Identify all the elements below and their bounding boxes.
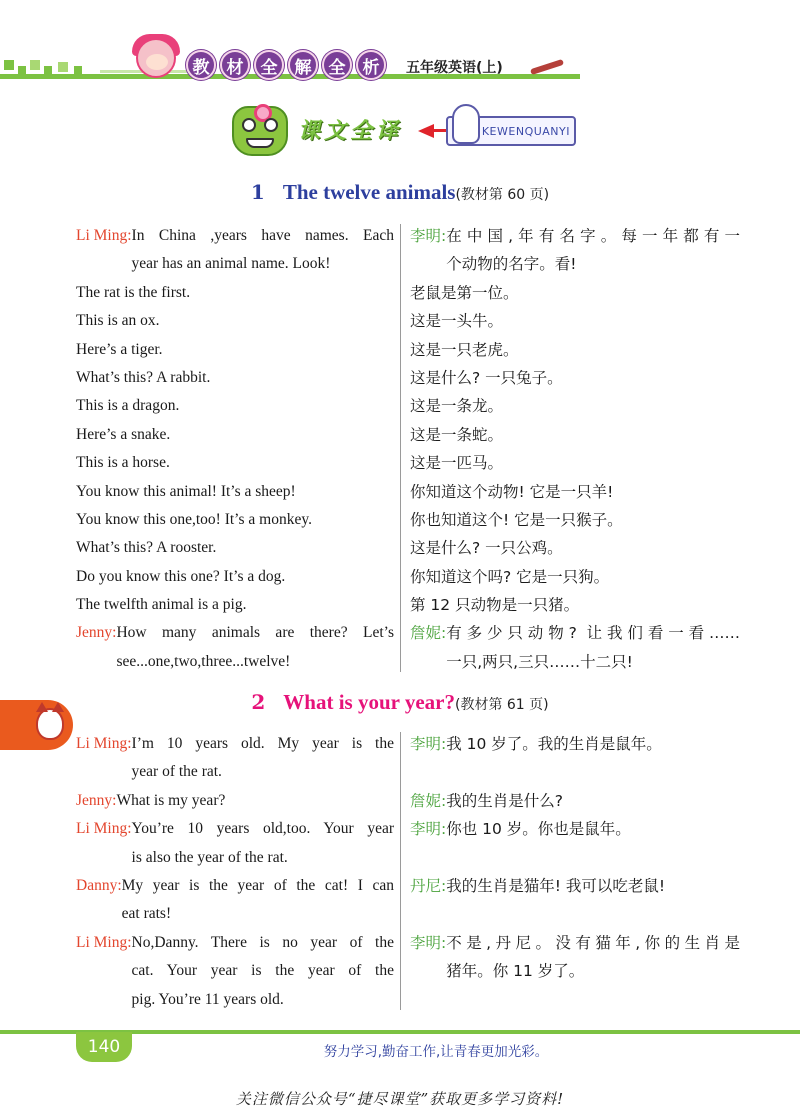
dialogue-line [76, 421, 394, 449]
dialogue-turn [76, 563, 394, 591]
dialogue-line [410, 478, 740, 506]
dialogue-turn [410, 364, 740, 392]
speaker-name: 丹尼: [410, 876, 447, 895]
dialogue-turn [76, 619, 394, 676]
dialogue-turn [410, 815, 740, 872]
dialogue-text: I’m 10 years old. My year is the [131, 735, 394, 752]
speaker-name: 李明: [410, 820, 447, 839]
dialogue-line [410, 730, 740, 758]
dialogue-line [76, 758, 394, 786]
dialogue-line [76, 619, 394, 647]
speaker-name: Danny: [76, 876, 122, 894]
dialogue-line [76, 307, 394, 335]
speaker-name: 詹妮: [410, 791, 447, 810]
banner-title: 课文全译 [298, 119, 403, 144]
dialogue-line [410, 872, 740, 900]
dialogue-text: 这是一只老虎。 [410, 340, 519, 359]
hanging-indent [76, 957, 132, 985]
dialogue-line [410, 563, 740, 591]
dialogue-turn [76, 591, 394, 619]
dialogue-text: 不是,丹尼。没有猫年,你的生肖是 [446, 933, 740, 952]
dialogue-turn [76, 506, 394, 534]
monster-mouth [246, 138, 274, 148]
dialogue-turn [76, 421, 394, 449]
dialogue-line [410, 648, 740, 676]
dialogue-line [410, 364, 740, 392]
dialogue-line [76, 336, 394, 364]
dialogue-text: You’re 10 years old,too. Your year [131, 820, 394, 838]
dialogue-text: The rat is the first. [76, 283, 191, 301]
dialogue-line [76, 563, 394, 591]
dialogue-line [76, 815, 394, 843]
section-1-english [76, 222, 394, 676]
dialogue-text: is also the year of the rat. [131, 848, 288, 866]
section-1-chinese [410, 222, 740, 676]
dialogue-turn [76, 449, 394, 477]
dialogue-text: 你也 10 岁。你也是鼠年。 [446, 820, 631, 839]
hanging-indent [76, 844, 132, 872]
dialogue-turn [410, 619, 740, 676]
dialogue-text: What is my year? [116, 791, 226, 809]
speaker-name: Li Ming: [76, 735, 132, 752]
dialogue-turn [410, 222, 740, 279]
hanging-indent [76, 900, 122, 928]
dialogue-line [410, 787, 740, 815]
pixel-decoration [44, 66, 52, 74]
dialogue-text: 这是什么? 一只公鸡。 [410, 539, 563, 558]
dialogue-turn [410, 787, 740, 815]
page-number: 140 [76, 1032, 132, 1062]
dialogue-line [76, 279, 394, 307]
pen-icon [530, 59, 564, 75]
dialogue-turn [410, 506, 740, 534]
dialogue-line [410, 844, 740, 872]
dialogue-line [76, 449, 394, 477]
speaker-name: 李明: [410, 227, 447, 245]
hanging-indent [76, 758, 132, 786]
dialogue-line [410, 336, 740, 364]
speaker-name: Jenny: [76, 624, 117, 642]
section-number: 2 [251, 690, 266, 714]
dialogue-text: This is an ox. [76, 312, 160, 330]
dialogue-text: 你知道这个动物! 它是一只羊! [410, 482, 614, 501]
page-header [0, 30, 800, 88]
dialogue-line [410, 392, 740, 420]
hanging-indent [410, 648, 446, 676]
dialogue-text: 这是一条龙。 [410, 397, 504, 416]
dialogue-text: What’s this? A rabbit. [76, 368, 211, 386]
monster-eye [264, 118, 278, 132]
hanging-indent [410, 957, 446, 985]
dialogue-turn [410, 449, 740, 477]
dialogue-line [76, 900, 394, 928]
speaker-name: 李明: [410, 933, 447, 952]
dialogue-line [76, 506, 394, 534]
dialogue-text: My year is the year of the cat! I can [121, 876, 394, 894]
dialogue-turn [410, 563, 740, 591]
dialogue-turn [76, 336, 394, 364]
speaker-name: Li Ming: [76, 820, 132, 838]
dialogue-text: 老鼠是第一位。 [410, 283, 519, 302]
section-title: What is your year? [283, 690, 455, 714]
dialogue-line [410, 929, 740, 957]
dialogue-text [446, 986, 740, 1014]
dialogue-line [410, 307, 740, 335]
dialogue-turn [410, 730, 740, 787]
pixel-decoration [74, 66, 82, 74]
hanging-indent [76, 648, 116, 676]
dialogue-line [410, 815, 740, 843]
dialogue-turn [410, 929, 740, 1014]
pixel-decoration [18, 66, 26, 74]
hanging-indent [76, 250, 132, 278]
dialogue-text: Here’s a tiger. [76, 340, 163, 358]
speaker-name: Jenny: [76, 791, 117, 809]
dialogue-text: 在中国,年有名字。每一年都有一 [446, 227, 740, 245]
dialogue-text: 第 12 只动物是一只猪。 [410, 596, 580, 615]
section-banner [232, 100, 578, 160]
dialogue-text: year has an animal name. Look! [131, 255, 331, 273]
dialogue-turn [76, 222, 394, 279]
dialogue-line [410, 506, 740, 534]
dialogue-text: 这是一头牛。 [410, 312, 504, 331]
speaker-name: 詹妮: [410, 624, 447, 643]
book-title-char: 解 [288, 50, 318, 80]
dialogue-line [410, 250, 740, 278]
dialogue-turn [76, 478, 394, 506]
dialogue-text: 这是一条蛇。 [410, 425, 504, 444]
dialogue-turn [76, 929, 394, 1014]
section-2-english [76, 730, 394, 1014]
dialogue-line [76, 730, 394, 758]
dialogue-line [76, 929, 394, 957]
book-title-char: 教 [186, 50, 216, 80]
textbook-page-ref: (教材第 61 页) [454, 697, 549, 713]
speaker-name: 李明: [410, 735, 447, 753]
hand-icon [452, 104, 480, 144]
dialogue-text: Do you know this one? It’s a dog. [76, 567, 286, 585]
book-title-char: 析 [356, 50, 386, 80]
section-number: 1 [250, 180, 265, 204]
dialogue-text: 这是一匹马。 [410, 454, 504, 473]
arrow-shaft [432, 129, 446, 132]
dialogue-turn [76, 364, 394, 392]
dialogue-line [76, 787, 394, 815]
dialogue-turn [76, 307, 394, 335]
dialogue-line [410, 957, 740, 985]
dialogue-turn [76, 279, 394, 307]
book-title-char: 全 [254, 50, 284, 80]
dialogue-line [76, 364, 394, 392]
pixel-decoration [30, 60, 40, 70]
dialogue-turn [410, 307, 740, 335]
dialogue-text: 你也知道这个! 它是一只猴子。 [410, 510, 623, 529]
dialogue-text: No,Danny. There is no year of the [131, 933, 394, 951]
dialogue-text: How many animals are there? Let’s [116, 624, 394, 642]
speaker-name: Li Ming: [76, 933, 132, 951]
dialogue-turn [410, 336, 740, 364]
dialogue-turn [76, 534, 394, 562]
dialogue-text: Here’s a snake. [76, 425, 171, 443]
hanging-indent [410, 986, 446, 1014]
footer-slogan: 努力学习,勤奋工作,让青春更加光彩。 [323, 1044, 549, 1060]
dialogue-turn [76, 730, 394, 787]
dialogue-line [76, 392, 394, 420]
dialogue-text: The twelfth animal is a pig. [76, 596, 247, 614]
dialogue-turn [410, 478, 740, 506]
dialogue-turn [410, 872, 740, 929]
dialogue-text: 这是什么? 一只兔子。 [410, 368, 563, 387]
hanging-indent [410, 250, 446, 278]
dialogue-text: eat rats! [121, 905, 172, 923]
hanging-indent [76, 986, 132, 1014]
dialogue-line [76, 591, 394, 619]
pixel-decoration [4, 60, 14, 70]
dialogue-line [410, 449, 740, 477]
section-title: The twelve animals [282, 180, 456, 204]
dialogue-text: year of the rat. [131, 763, 222, 781]
dialogue-text: What’s this? A rooster. [76, 539, 217, 557]
dialogue-turn [410, 392, 740, 420]
dialogue-line [76, 648, 394, 676]
dialogue-turn [76, 815, 394, 872]
dialogue-line [76, 534, 394, 562]
mascot-girl-face [146, 54, 168, 70]
dialogue-turn [76, 787, 394, 815]
dialogue-turn [76, 392, 394, 420]
dialogue-line [410, 591, 740, 619]
dialogue-text: You know this animal! It’s a sheep! [76, 482, 296, 500]
dialogue-line [410, 534, 740, 562]
dialogue-turn [410, 534, 740, 562]
book-title [186, 50, 386, 80]
dialogue-line [410, 279, 740, 307]
dialogue-line [76, 986, 394, 1014]
dialogue-line [410, 222, 740, 250]
dialogue-text: 猪年。你 11 岁了。 [446, 962, 585, 981]
book-title-char: 全 [322, 50, 352, 80]
monster-eye [242, 118, 256, 132]
dialogue-text: 我的生肖是什么? [446, 791, 563, 810]
dialogue-text: 有多少只动物? 让我们看一看…… [446, 624, 740, 643]
dialogue-text: You know this one,too! It’s a monkey. [76, 510, 312, 528]
dialogue-text: This is a dragon. [76, 397, 180, 415]
dialogue-turn [410, 421, 740, 449]
dialogue-line [76, 957, 394, 985]
dialogue-line [76, 222, 394, 250]
dialogue-turn [410, 591, 740, 619]
monster-mascot-icon [232, 106, 288, 156]
dialogue-text: 我 10 岁了。我的生肖是鼠年。 [446, 735, 662, 753]
textbook-page-ref: (教材第 60 页) [455, 187, 550, 203]
dialogue-text: This is a horse. [76, 454, 170, 472]
dialogue-line [410, 619, 740, 647]
dialogue-line [76, 872, 394, 900]
dialogue-text: 我的生肖是猫年! 我可以吃老鼠! [446, 876, 666, 895]
dialogue-text: In China ,years have names. Each [131, 227, 394, 244]
dialogue-text: cat. Your year is the year of the [131, 962, 394, 980]
section-2-heading [0, 690, 800, 715]
dialogue-line [76, 478, 394, 506]
section-1-heading [0, 180, 800, 205]
section-2-chinese [410, 730, 740, 1014]
dialogue-turn [410, 279, 740, 307]
dialogue-line [410, 758, 740, 786]
grade-label: 五年级英语(上) [406, 60, 503, 76]
dialogue-text: pig. You’re 11 years old. [131, 990, 284, 1008]
watermark: 关注微信公众号“捷尽课堂”获取更多学习资料! [235, 1090, 565, 1108]
dialogue-text: 一只,两只,三只……十二只! [446, 652, 633, 671]
book-title-char: 材 [220, 50, 250, 80]
column-divider [400, 224, 401, 672]
dialogue-line [410, 986, 740, 1014]
dialogue-turn [76, 872, 394, 929]
dialogue-line [410, 421, 740, 449]
column-divider [400, 732, 401, 1010]
speaker-name: Li Ming: [76, 227, 132, 244]
dialogue-text: see...one,two,three...twelve! [116, 652, 291, 670]
dialogue-line [76, 844, 394, 872]
dialogue-line [76, 250, 394, 278]
dialogue-line [410, 900, 740, 928]
banner-pinyin: KEWENQUANYI [481, 124, 570, 138]
pixel-decoration [58, 62, 68, 72]
dialogue-text: 个动物的名字。看! [446, 255, 577, 274]
dialogue-text: 你知道这个吗? 它是一只狗。 [410, 567, 610, 586]
